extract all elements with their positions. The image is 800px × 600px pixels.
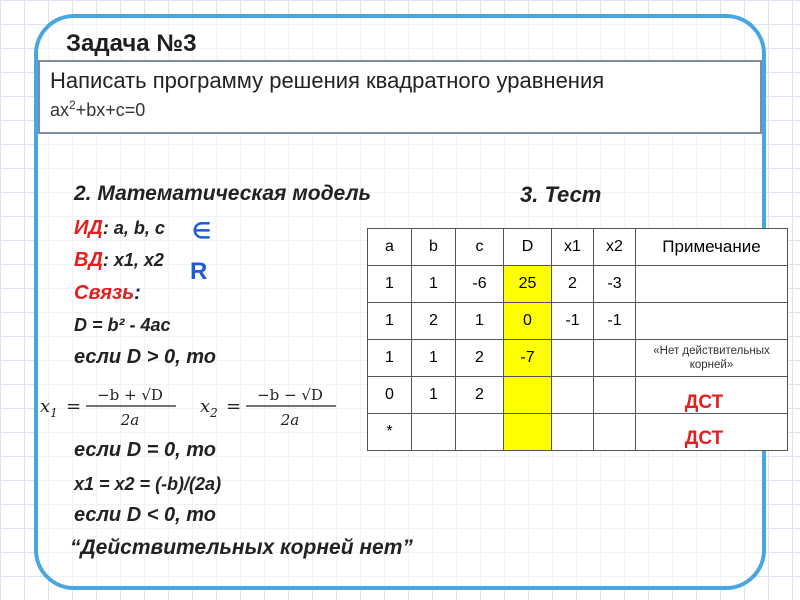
header-x1: x1	[552, 229, 594, 266]
cell-x1	[552, 414, 594, 451]
test-heading: 3. Тест	[520, 182, 602, 207]
test-table	[367, 228, 788, 451]
header-note: Примечание	[636, 229, 788, 266]
header-a: a	[368, 229, 412, 266]
cell-x2: -1	[594, 303, 636, 340]
cell-d: -7	[504, 340, 552, 377]
cell-d: 0	[504, 303, 552, 340]
x1-denominator: 2a	[120, 411, 140, 429]
x1-symbol: $x_1$	[40, 396, 58, 420]
table-row	[368, 377, 788, 414]
vd-values: : x1, x2	[102, 250, 164, 270]
cell-b: 1	[412, 377, 456, 414]
table-row	[368, 414, 788, 451]
slide-title: Задача №3	[66, 30, 197, 57]
cell-c: 1	[456, 303, 504, 340]
equal-roots-formula: x1 = x2 = (-b)/(2a)	[74, 474, 222, 494]
cell-d	[504, 414, 552, 451]
cell-x2: -3	[594, 266, 636, 303]
cell-note: «Нет действительных корней»	[636, 340, 788, 377]
table-row	[368, 266, 788, 303]
id-label: ИД	[74, 217, 103, 239]
cell-x1	[552, 340, 594, 377]
vd-line	[74, 249, 164, 272]
cell-note	[636, 303, 788, 340]
discriminant-formula: D = b² - 4ac	[74, 315, 171, 335]
id-line	[74, 217, 165, 240]
roots-formulas	[38, 378, 348, 434]
cell-x2	[594, 340, 636, 377]
cell-b: 1	[412, 266, 456, 303]
link-line: Связь:	[74, 282, 141, 304]
header-x2: x2	[594, 229, 636, 266]
id-values: : a, b, c	[102, 218, 165, 238]
svg-text:=: =	[66, 396, 82, 417]
cell-b: 1	[412, 340, 456, 377]
header-c: c	[456, 229, 504, 266]
task-box	[38, 60, 762, 134]
vd-label: ВД	[74, 249, 103, 271]
dst-mark: ДСТ	[684, 392, 724, 413]
x1-numerator: −b + √D	[97, 386, 163, 404]
cell-a: *	[368, 414, 412, 451]
real-numbers-icon: R	[190, 258, 208, 285]
element-of-icon: ∈	[192, 218, 212, 243]
cell-a: 1	[368, 266, 412, 303]
cell-a: 1	[368, 340, 412, 377]
table-header-row	[368, 229, 788, 266]
x2-denominator: 2a	[280, 411, 300, 429]
cell-a: 0	[368, 377, 412, 414]
x2-symbol: $x_2$	[200, 396, 218, 420]
cell-note	[636, 266, 788, 303]
if-positive: если D > 0, то	[74, 346, 216, 368]
x2-numerator: −b − √D	[257, 386, 323, 404]
cell-x2	[594, 377, 636, 414]
table-row	[368, 340, 788, 377]
cell-a: 1	[368, 303, 412, 340]
no-roots-text: “Действительных корней нет”	[70, 536, 413, 559]
svg-text:=: =	[226, 396, 242, 417]
link-label: Связь	[74, 282, 135, 304]
cell-b	[412, 414, 456, 451]
dst-mark: ДСТ	[684, 428, 724, 449]
cell-x1: -1	[552, 303, 594, 340]
if-zero: если D = 0, то	[74, 439, 216, 461]
cell-c	[456, 414, 504, 451]
cell-c: -6	[456, 266, 504, 303]
if-negative: если D < 0, то	[74, 504, 216, 526]
header-b: b	[412, 229, 456, 266]
cell-x2	[594, 414, 636, 451]
table-row	[368, 303, 788, 340]
cell-c: 2	[456, 340, 504, 377]
cell-x1: 2	[552, 266, 594, 303]
task-equation: $ax^2+bx+c=0$	[50, 98, 146, 120]
cell-x1	[552, 377, 594, 414]
cell-d	[504, 377, 552, 414]
cell-c: 2	[456, 377, 504, 414]
task-text: Написать программу решения квадратного уравнения	[50, 68, 605, 93]
header-d: D	[504, 229, 552, 266]
cell-d: 25	[504, 266, 552, 303]
model-heading: 2. Математическая модель	[74, 182, 372, 205]
cell-b: 2	[412, 303, 456, 340]
